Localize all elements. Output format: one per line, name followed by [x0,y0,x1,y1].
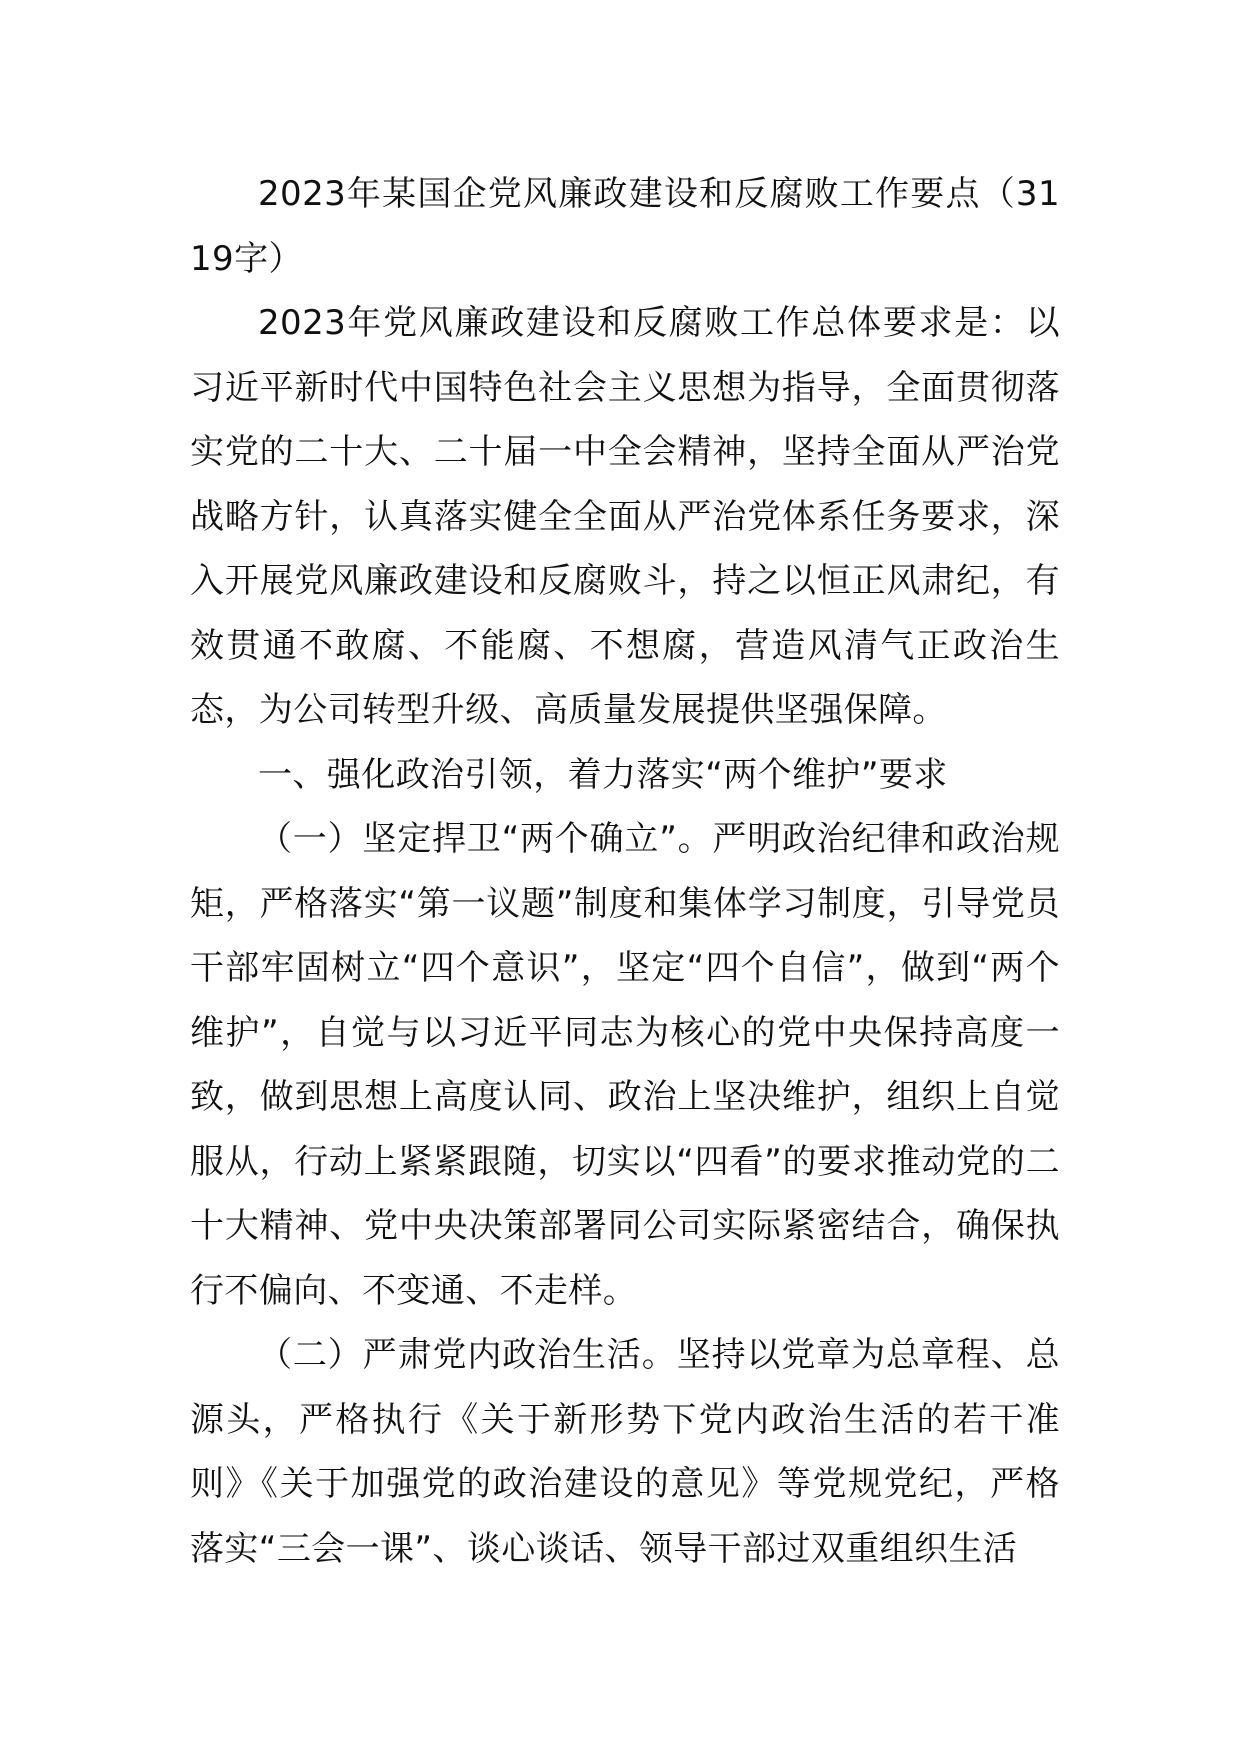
paragraph-item-2: （二）严肃党内政治生活。坚持以党章为总章程、总源头，严格执行《关于新形势下党内政治生活的若干准则》《关于加强党的政治建设的意见》等党规党纪，严格落实“三会一课”、谈心谈话、领导干部过双重组织生活 [190,1335,1060,1569]
paragraph-item-1: （一）坚定捍卫“两个确立”。严明政治纪律和政治规矩，严格落实“第一议题”制度和集体学习制度，引导党员干部牢固树立“四个意识”，坚定“四个自信”，做到“两个维护”，自觉与以习近平同志为核心的党中央保持高度一致，做到思想上高度认同、政治上坚决维护，组织上自觉服从，行动上紧紧跟随，切实以“四看”的要求推动党的二十大精神、党中央决策部署同公司实际紧密结合，确保执行不偏向、不变通、不走样。 [190,819,1060,1311]
section-heading-1: 一、强化政治引领，着力落实“两个维护”要求 [258,754,948,795]
document-title: 2023年某国企党风廉政建设和反腐败工作要点（3119字） [190,174,1060,279]
document-body [190,162,1060,1581]
paragraph-overall-requirements: 2023年党风廉政建设和反腐败工作总体要求是：以习近平新时代中国特色社会主义思想为指导，全面贯彻落实党的二十大、二十届一中全会精神，坚持全面从严治党战略方针，认真落实健全全面从严治党体系任务要求，深入开展党风廉政建设和反腐败斗，持之以恒正风肃纪，有效贯通不敢腐、不能腐、不想腐，营造风清气正政治生态，为公司转型升级、高质量发展提供坚强保障。 [190,303,1060,730]
